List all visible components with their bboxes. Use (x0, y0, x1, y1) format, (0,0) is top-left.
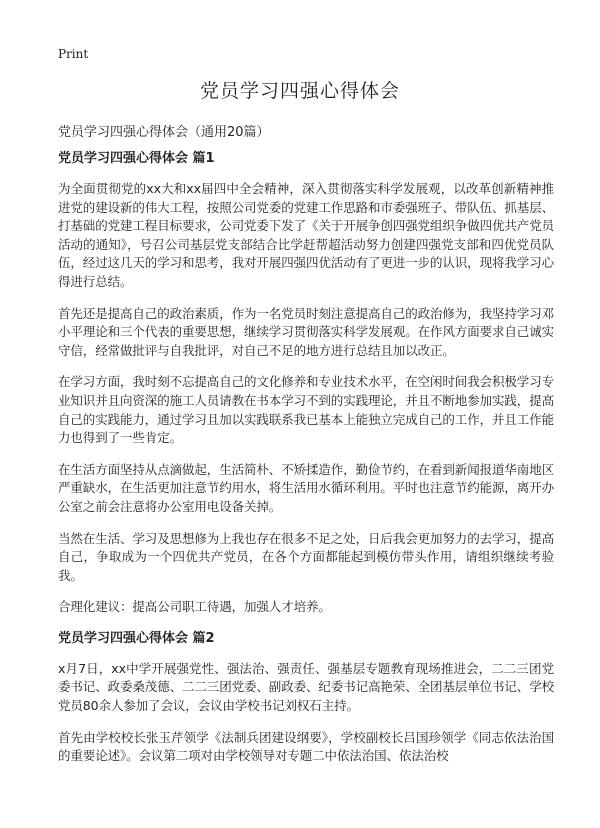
paragraph: 当然在生活、学习及思想修为上我也存在很多不足之处，日后我会更加努力的去学习，提高自己，争取成为一个四优共产党员，在各个方面都能起到模仿带头作用，请组织继续考验我。 (58, 530, 555, 583)
paragraph: 为全面贯彻党的xx大和xx届四中全会精神，深入贯彻落实科学发展观，以改革创新精神推进党的建设新的伟大工程，按照公司党委的党建工作思路和市委强班子、带队伍、抓基层、打基础的党建工程目标要求，公司党委下发了《关于开展争创四强党组织争做四优共产党员活动的通知》，号召公司基层党支部结合比学赶帮超活动努力创建四强党支部和四优党员队伍，经过这几天的学习和思考，我对开展四强四优活动有了更进一步的认识，现将我学习心得进行总结。 (58, 181, 555, 289)
paragraph: 首先还是提高自己的政治素质，作为一名党员时刻注意提高自己的政治修为，我坚持学习邓小平理论和三个代表的重要思想，继续学习贯彻落实科学发展观。在作风方面要求自己诚实守信，经常做批评与自我批评，对自己不足的地方进行总结且加以改正。 (58, 305, 555, 358)
section-heading-1: 党员学习四强心得体会 篇1 (58, 151, 215, 166)
document-body (58, 150, 554, 779)
paragraph: x月7日，xx中学开展强党性、强法治、强责任、强基层专题教育现场推进会，二二三团党委书记、政委桑茂德、二二三团党委、副政委、纪委书记高艳荣、全团基层单位书记、学校党员80余人参加了会议，会议由学校书记刘权石主持。 (58, 660, 555, 714)
paragraph: 在生活方面坚持从点滴做起，生活简朴、不矫揉造作，勤俭节约，在看到新闻报道华南地区严重缺水，在生活更加注意节约用水，将生活用水循环利用。平时也注意节约能源，离开办公室之前会注意将办公室用电设备关掉。 (58, 461, 555, 514)
section-heading-2: 党员学习四强心得体会 篇2 (58, 630, 215, 646)
paragraph: 在学习方面，我时刻不忘提高自己的文化修养和专业技术水平，在空闲时间我会积极学习专业知识并且向资深的施工人员请教在书本学习不到的实践理论，并且不断地参加实践，提高自己的实践能力，通过学习且加以实践联系我已基本上能独立完成自己的工作，并且工作能力也得到了一些肯定。 (58, 374, 555, 446)
paragraph: 首先由学校校长张玉芹领学《法制兵团建设纲要》，学校副校长吕国珍领学《同志依法治国的重要论述》。会议第二项对由学校领导对专题二中依法治国、依法治校 (58, 729, 554, 764)
paragraph: 合理化建议：提高公司职工待遇，加强人才培养。 (58, 599, 331, 615)
page-title: 党员学习四强心得体会 (199, 80, 400, 102)
print-link[interactable]: Print (58, 47, 89, 61)
document-subtitle: 党员学习四强心得体会（通用20篇） (58, 125, 270, 140)
